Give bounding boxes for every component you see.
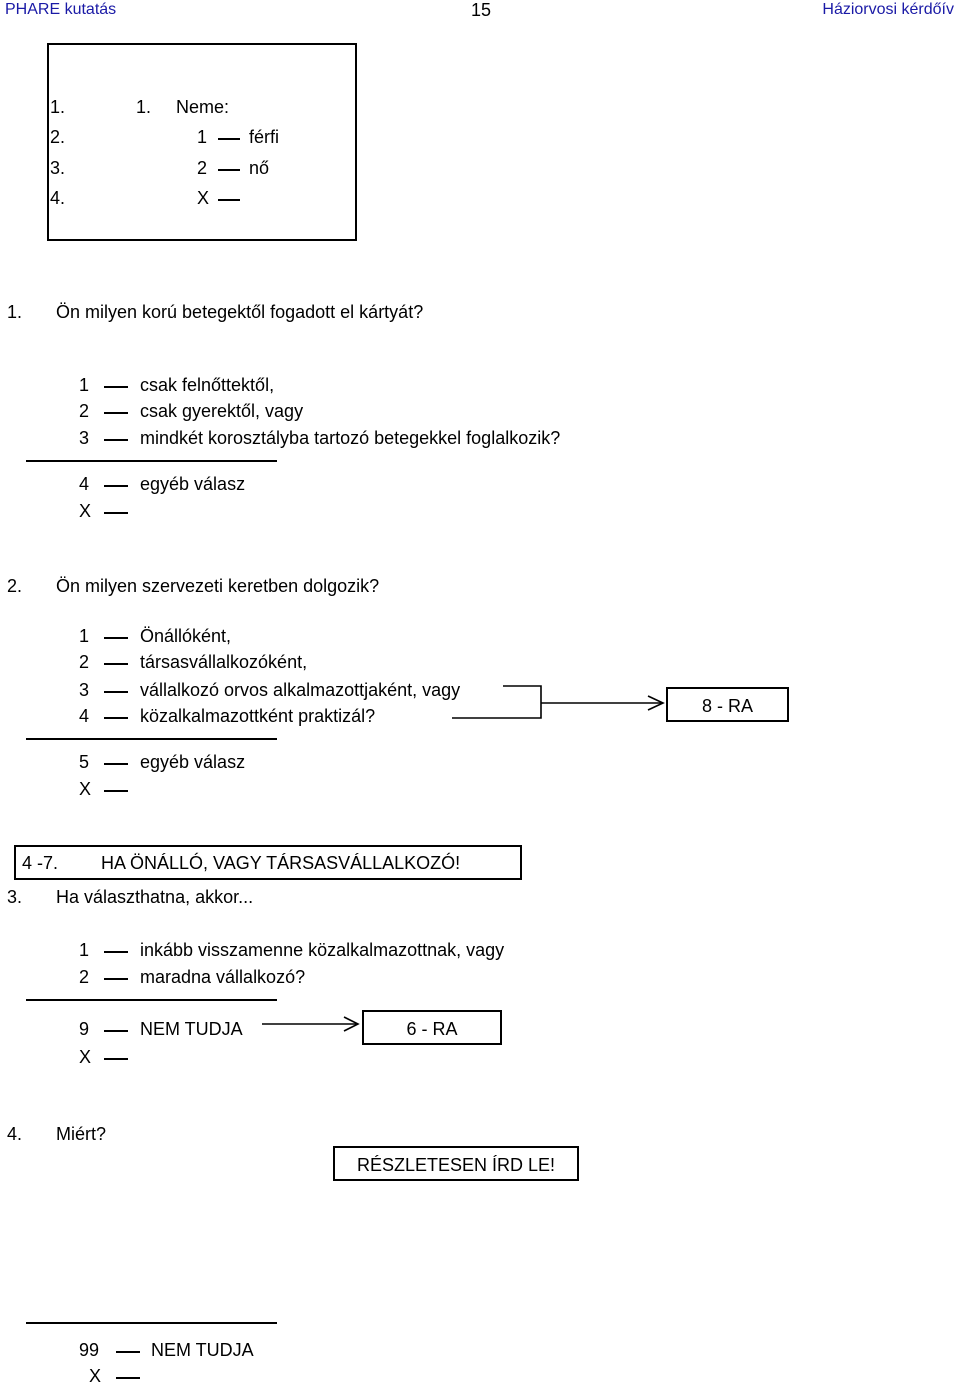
bracket-line — [452, 686, 541, 718]
option-code: 1 — [79, 375, 90, 395]
question-text: Ön milyen szervezeti keretben dolgozik? — [56, 576, 380, 596]
header-left: PHARE kutatás — [5, 1, 117, 18]
option-code: 1 — [197, 127, 208, 147]
header-right: Háziorvosi kérdőív — [822, 1, 954, 18]
neme-title: Neme: — [176, 97, 230, 117]
option-label: társasvállalkozóként, — [140, 652, 308, 672]
option-label: egyéb válasz — [140, 474, 246, 494]
row-number: 4. — [50, 188, 66, 208]
option-label: NEM TUDJA — [151, 1340, 254, 1360]
filter-range: 4 -7. — [22, 853, 59, 873]
option-code: 9 — [79, 1019, 90, 1039]
option-code: 99 — [79, 1340, 100, 1360]
question-text: Ön milyen korú betegektől fogadott el kártyát? — [56, 302, 424, 322]
option-code: X — [79, 779, 92, 799]
option-label: nő — [249, 158, 270, 178]
row-number: 3. — [50, 158, 66, 178]
option-label: egyéb válasz — [140, 752, 246, 772]
option-label: közalkalmazottként praktizál? — [140, 706, 376, 726]
question-text: Miért? — [56, 1124, 107, 1144]
row-number: 1. — [50, 97, 66, 117]
page-number: 15 — [471, 0, 492, 20]
option-code: 4 — [79, 474, 90, 494]
option-code: X — [197, 188, 210, 208]
filter-text: HA ÖNÁLLÓ, VAGY TÁRSASVÁLLALKOZÓ! — [101, 853, 461, 873]
option-label: maradna vállalkozó? — [140, 967, 306, 987]
option-code: 3 — [79, 680, 90, 700]
option-code: 1 — [79, 940, 90, 960]
option-label: csak gyerektől, vagy — [140, 401, 304, 421]
question-number: 4. — [7, 1124, 23, 1144]
option-code: 2 — [79, 652, 90, 672]
option-label: inkább visszamenne közalkalmazottnak, vagy — [140, 940, 505, 960]
option-code: 3 — [79, 428, 90, 448]
option-label: férfi — [249, 127, 280, 147]
option-code: X — [79, 1047, 92, 1067]
option-label: csak felnőttektől, — [140, 375, 275, 395]
option-code: 4 — [79, 706, 90, 726]
skip-label: 8 - RA — [701, 696, 753, 716]
option-code: X — [79, 501, 92, 521]
question-number: 2. — [7, 576, 23, 596]
row-number: 2. — [50, 127, 66, 147]
skip-label: 6 - RA — [406, 1019, 458, 1039]
option-label: NEM TUDJA — [140, 1019, 243, 1039]
option-code: 2 — [79, 401, 90, 421]
instruction-text: RÉSZLETESEN ÍRD LE! — [356, 1155, 556, 1175]
option-code: 1 — [79, 626, 90, 646]
option-label: Önállóként, — [140, 626, 232, 646]
question-text: Ha választhatna, akkor... — [56, 887, 254, 907]
option-code: 2 — [79, 967, 90, 987]
question-number: 3. — [7, 887, 23, 907]
option-code: X — [89, 1366, 102, 1386]
option-label: vállalkozó orvos alkalmazottjaként, vagy — [140, 680, 461, 700]
neme-title-number: 1. — [136, 97, 152, 117]
option-label: mindkét korosztályba tartozó betegekkel foglalkozik? — [140, 428, 561, 448]
question-number: 1. — [7, 302, 23, 322]
option-code: 5 — [79, 752, 90, 772]
option-code: 2 — [197, 158, 208, 178]
